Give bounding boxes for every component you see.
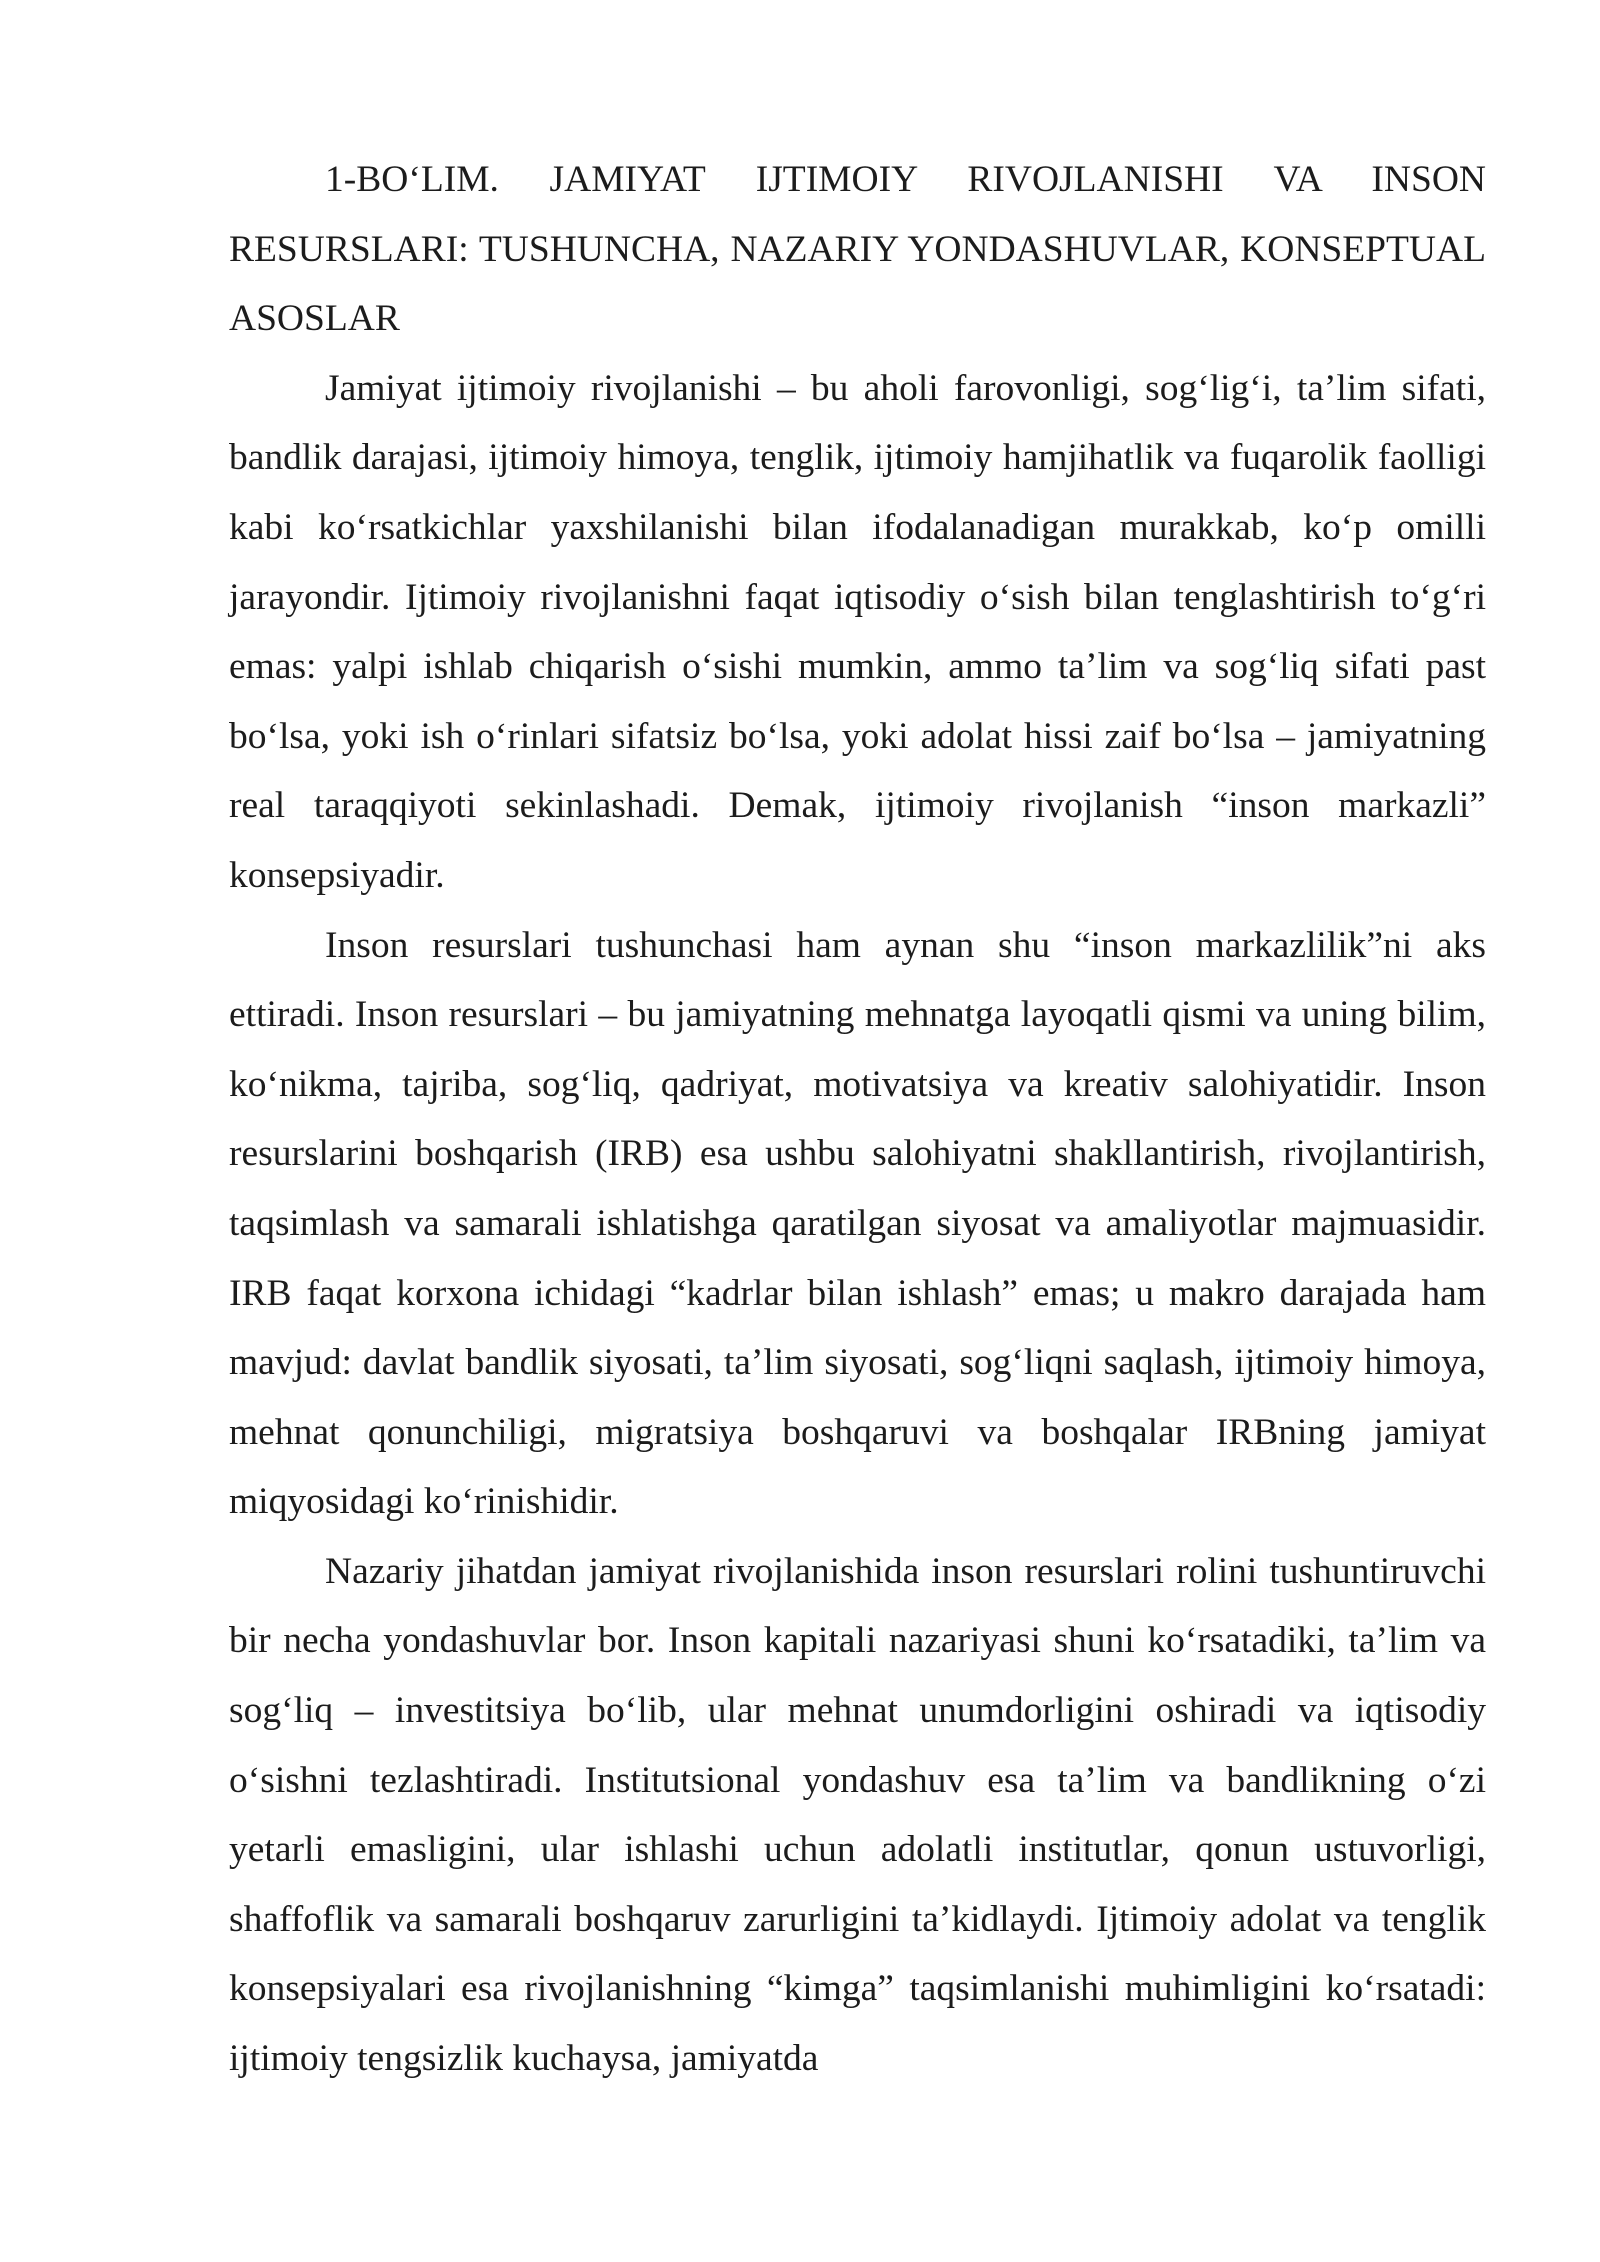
paragraph-human-resources: Inson resurslari tushunchasi ham aynan shu “inson markazlilik”ni aks ettiradi. Inson resurslari – bu jamiyatning mehnatga layoqatli qismi va uning bilim, ko‘nikma, tajriba, sog‘liq, qadriyat, motivatsiya va kreativ salohiyatidir. Inson resurslarini boshqarish (IRB) esa ushbu salohiyatni shakllantirish, rivojlantirish, taqsimlash va samarali ishlatishga qaratilgan siyosat va amaliyotlar majmuasidir. IRB faqat korxona ichidagi “kadrlar bilan ishlash” emas; u makro darajada ham mavjud: davlat bandlik siyosati, ta’lim siyosati, sog‘liqni saqlash, ijtimoiy himoya, mehnat qonunchiligi, migratsiya boshqaruvi va boshqalar IRBning jamiyat miqyosidagi ko‘rinishidir.	[229, 924, 1486, 1523]
paragraph-social-development: Jamiyat ijtimoiy rivojlanishi – bu aholi farovonligi, sog‘lig‘i, ta’lim sifati, bandlik darajasi, ijtimoiy himoya, tenglik, ijtimoiy hamjihatlik va fuqarolik faolligi kabi ko‘rsatkichlar yaxshilanishi bilan ifodalanadigan murakkab, ko‘p omilli jarayondir. Ijtimoiy rivojlanishni faqat iqtisodiy o‘sish bilan tenglashtirish to‘g‘ri emas: yalpi ishlab chiqarish o‘sishi mumkin, ammo ta’lim va sog‘liq sifati past bo‘lsa, yoki ish o‘rinlari sifatsiz bo‘lsa, yoki adolat hissi zaif bo‘lsa – jamiyatning real taraqqiyoti sekinlashadi. Demak, ijtimoiy rivojlanish “inson markazli” konsepsiyadir.	[229, 367, 1486, 896]
paragraph-theoretical-approaches: Nazariy jihatdan jamiyat rivojlanishida inson resurslari rolini tushuntiruvchi bir necha yondashuvlar bor. Inson kapitali nazariyasi shuni ko‘rsatadiki, ta’lim va sog‘liq – investitsiya bo‘lib, ular mehnat unumdorligini oshiradi va iqtisodiy o‘sishni tezlashtiradi. Institutsional yondashuv esa ta’lim va bandlikning o‘zi yetarli emasligini, ular ishlashi uchun adolatli institutlar, qonun ustuvorligi, shaffoflik va samarali boshqaruv zarurligini ta’kidlaydi. Ijtimoiy adolat va tenglik konsepsiyalari esa rivojlanishning “kimga” taqsimlanishi muhimligini ko‘rsatadi: ijtimoiy tengsizlik kuchaysa, jamiyatda	[229, 1550, 1486, 2080]
section-heading: 1-BO‘LIM. JAMIYAT IJTIMOIY RIVOJLANISHI VA INSON RESURSLARI: TUSHUNCHA, NAZARIY YONDASHUVLAR, KONSEPTUAL ASOSLAR	[229, 159, 1486, 340]
document-body	[229, 145, 1486, 2094]
